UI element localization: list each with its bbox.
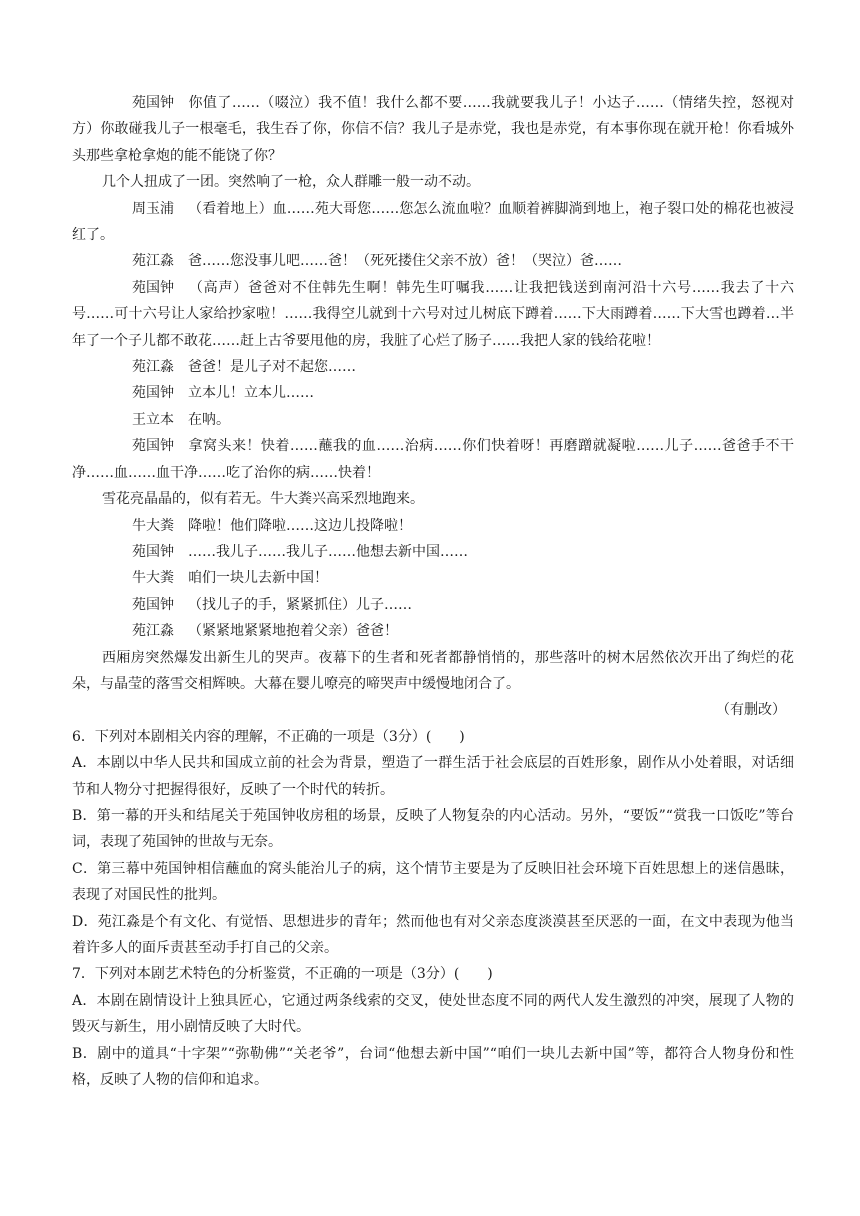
line-text: 几个人扭成了一团。突然响了一枪，众人群雕一般一动不动。 [102,174,480,191]
speaker-name: 苑国钟 [132,543,174,560]
speaker-name: 牛大粪 [132,570,174,587]
speaker-name: 苑国钟 [132,596,174,613]
speaker-name: 苑国钟 [132,95,174,111]
speaker-name: 王立本 [132,411,174,428]
line-text: （紧紧地紧紧地抱着父亲）爸爸！ [188,623,398,640]
script-excerpt [72,90,794,697]
line-text: 西厢房突然爆发出新生儿的哭声。夜幕下的生者和死者都静悄悄的，那些落叶的树木居然依次开出了绚烂的花朵，与晶莹的落雪交相辉映。大幕在婴儿嘹亮的啼哭声中缓慢地闭合了。 [72,649,794,692]
line-text: ……我儿子……我儿子……他想去新中国…… [188,543,468,560]
answer-option: A．本剧在剧情设计上独具匠心，它通过两条线索的交叉，使处世态度不同的两代人发生激烈的冲突，展现了人物的毁灭与新生，用小剧情反映了大时代。 [72,992,794,1036]
dialogue-line [72,196,794,249]
answer-option: D．苑江淼是个有文化、有觉悟、思想进步的青年；然而他也有对父亲态度淡漠甚至厌恶的一面，在文中表现为他当着许多人的面斥责甚至动手打自己的父亲。 [72,913,794,956]
questions [72,724,794,1094]
speaker-name: 苑国钟 [132,385,174,402]
stage-direction [72,645,794,698]
question-stem: 7．下列对本剧艺术特色的分析鉴赏，不正确的一项是（3分）( ) [72,966,493,983]
edit-credit: （有删改） [716,702,786,719]
dialogue-line [72,380,794,406]
line-text: 降啦！他们降啦……这边儿投降啦！ [188,517,412,534]
page-content [72,90,794,1093]
line-text: （找儿子的手，紧紧抓住）儿子…… [188,596,412,613]
speaker-name: 苑江淼 [132,359,174,376]
dialogue-line [72,513,794,539]
answer-option: B．剧中的道具“十字架”“弥勒佛”“关老爷”，台词“他想去新中国”“咱们一块儿去新中国”等，都符合人物身份和性格，反映了人物的信仰和追求。 [72,1045,794,1089]
stage-direction [72,169,794,195]
speaker-name: 苑国钟 [132,438,174,455]
line-text: 拿窝头来！快着……蘸我的血……治病……你们快着呀！再磨蹭就凝啦……儿子……爸爸手不干净……血……血干净……吃了治你的病……快着！ [72,438,794,481]
line-text: （看着地上）血……苑大哥您……您怎么流血啦？血顺着裤脚淌到地上，袍子裂口处的棉花也被浸红了。 [72,200,794,244]
speaker-name: 苑国钟 [132,279,174,296]
line-text: 在呐。 [188,411,230,428]
speaker-name: 苑江淼 [132,623,174,640]
line-text: 爸爸！是儿子对不起您…… [188,359,356,376]
speaker-name: 牛大粪 [132,517,174,534]
stage-direction [72,486,794,512]
answer-option: A．本剧以中华人民共和国成立前的社会为背景，塑造了一群生活于社会底层的百姓形象，剧作从小处着眼，对话细节和人物分寸把握得很好，反映了一个时代的转折。 [72,755,794,798]
line-text: 你值了……（啜泣）我不值！我什么都不要……我就要我儿子！小达子……（情绪失控，怒视对方）你敢碰我儿子一根毫毛，我生吞了你，你信不信？我儿子是赤党，我也是赤党，有本事你现在就开枪！你看城外头那些拿枪拿炮的能不能饶了你？ [72,95,794,164]
dialogue-line [72,565,794,591]
line-text: （高声）爸爸对不住韩先生啊！韩先生叮嘱我……让我把钱送到南河沿十六号……我去了十六号……可十六号让人家给抄家啦！……我得空儿就到十六号对过儿树底下蹲着……下大雨蹲着……下大雪也蹲着…半年了一个子儿都不敢花……赶上古爷要甩他的房，我脏了心烂了肠子……我把人家的钱给花啦！ [72,279,794,349]
dialogue-line [72,592,794,618]
dialogue-line [72,407,794,433]
dialogue-line [72,539,794,565]
answer-option: B．第一幕的开头和结尾关于苑国钟收房租的场景，反映了人物复杂的内心活动。另外，“要饭”“赏我一口饭吃”等台词，表现了苑国钟的世故与无奈。 [72,807,794,851]
answer-option: C．第三幕中苑国钟相信蘸血的窝头能治儿子的病，这个情节主要是为了反映旧社会环境下百姓思想上的迷信愚昧，表现了对国民性的批判。 [72,860,794,904]
question-stem: 6．下列对本剧相关内容的理解，不正确的一项是（3分）( ) [72,728,465,745]
line-text: 爸……您没事儿吧……爸！（死死搂住父亲不放）爸！（哭泣）爸…… [188,253,622,270]
line-text: 咱们一块儿去新中国！ [188,570,328,587]
dialogue-line [72,248,794,274]
dialogue-line [72,618,794,644]
speaker-name: 周玉浦 [132,200,174,217]
dialogue-line [72,275,794,354]
line-text: 立本儿！立本儿…… [188,385,314,402]
line-text: 雪花亮晶晶的，似有若无。牛大粪兴高采烈地跑来。 [102,491,424,508]
speaker-name: 苑江淼 [132,253,174,270]
dialogue-line [72,433,794,486]
dialogue-line [72,90,794,169]
dialogue-line [72,354,794,380]
